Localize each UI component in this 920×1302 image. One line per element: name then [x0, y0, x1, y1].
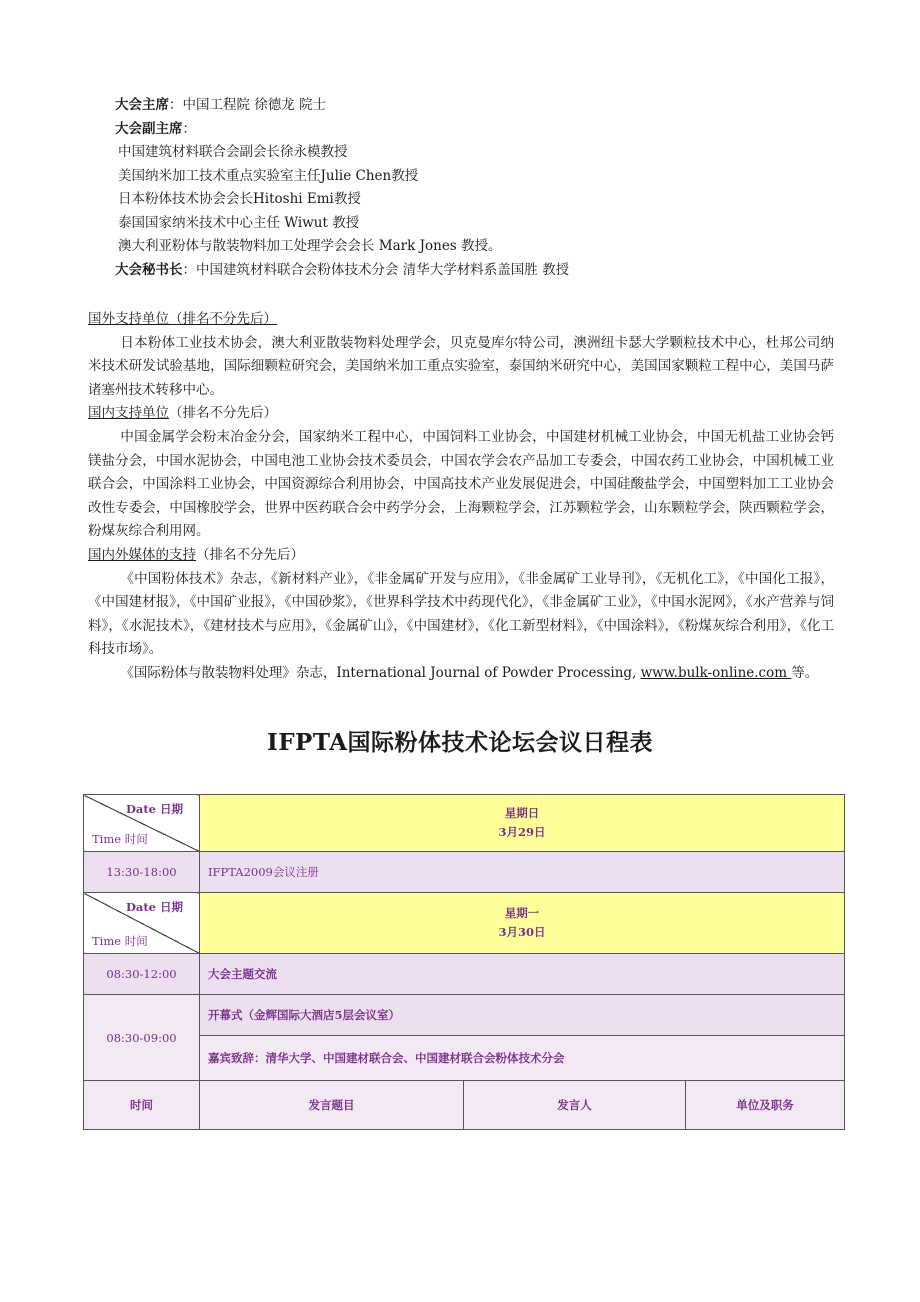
- chair-line: [115, 94, 569, 118]
- plenary-event: 大会主题交流: [200, 954, 845, 995]
- registration-event: IFPTA2009会议注册: [200, 852, 845, 893]
- column-header-row: [84, 1081, 845, 1130]
- col-time-header: 时间: [84, 1081, 200, 1130]
- foreign-support-text: 日本粉体工业技术协会，澳大利亚散装物料处理学会，贝克曼库尔特公司，澳洲纽卡瑟大学颗粒技术中心，杜邦公司纳米技术研发试验基地，国际细颗粒研究会，美国纳米加工重点实验室，泰国纳米研究中心，美国国家颗粒工程中心，美国马萨诸塞州技术转移中心。: [88, 334, 834, 398]
- day2-date: 3月30日: [498, 925, 546, 939]
- date-label-2: Date 日期: [125, 900, 183, 914]
- vice-chair-2: 美国纳米加工技术重点实验室主任Julie Chen教授: [118, 167, 419, 184]
- time-label-2: Time 时间: [92, 934, 148, 948]
- foreign-support-heading: [88, 308, 834, 332]
- vice-chair-1: 中国建筑材料联合会副会长徐永模教授: [118, 144, 348, 160]
- foreign-heading-note: （排名不分先后）: [169, 311, 277, 327]
- registration-row: [84, 852, 845, 893]
- guest-speech-event: 嘉宾致辞：清华大学、中国建材联合会、中国建材联合会粉体技术分会: [200, 1036, 845, 1081]
- media-support-heading: [88, 544, 834, 568]
- support-units-block: [88, 308, 834, 686]
- col-affiliation-header: 单位及职务: [686, 1081, 845, 1130]
- domestic-support-heading: [88, 402, 834, 426]
- col-speaker-header: 发言人: [464, 1081, 686, 1130]
- opening-row: [84, 995, 845, 1036]
- plenary-time: 08:30-12:00: [84, 954, 200, 995]
- secretary-value: ：中国建筑材料联合会粉体技术分会 清华大学材料系盖国胜 教授: [182, 261, 570, 278]
- domestic-heading-note: （排名不分先后）: [169, 405, 277, 422]
- col-topic-header: 发言题目: [200, 1081, 464, 1130]
- journal-line: [88, 662, 834, 686]
- secretary-label: 大会秘书长: [115, 261, 183, 278]
- schedule-table: [83, 794, 845, 1130]
- day2-weekday: 星期一: [504, 906, 540, 920]
- vice-chair-label: 大会副主席: [115, 120, 183, 137]
- registration-time: 13:30-18:00: [84, 852, 200, 893]
- day2-cell: [200, 893, 845, 954]
- media-support-text: 《中国粉体技术》杂志，《新材料产业》，《非金属矿开发与应用》，《非金属矿工业导刊》，《无机化工》，《中国化工报》，《中国建材报》，《中国矿业报》，《中国砂浆》，《世界科学技术中药现代化》，《非金属矿工业》，《中国水泥网》，《水产营养与饲料》，《水泥技术》，《建材技术与应用》，《金属矿山》，《中国建材》，《化工新型材料》，《中国涂料》，《粉煤灰综合利用》，《化工科技市场》。: [88, 570, 834, 658]
- secretary-line: [115, 259, 569, 283]
- officers-block: [115, 94, 569, 282]
- journal-text: 《国际粉体与散装物料处理》杂志，International Journal of Powder Processing,: [120, 664, 641, 681]
- chair-value: ：中国工程院 徐德龙 院士: [169, 97, 327, 113]
- time-label: Time 时间: [92, 832, 148, 846]
- foreign-heading-text: 国外支持单位: [88, 311, 169, 327]
- date-time-corner-cell: [84, 795, 200, 852]
- domestic-heading-text: 国内支持单位: [88, 405, 169, 422]
- vice-chair-colon: ：: [182, 120, 196, 137]
- vice-chair-5: 澳大利亚粉体与散装物料加工处理学会会长 Mark Jones 教授。: [118, 238, 502, 254]
- bulk-online-link[interactable]: www.bulk-online.com: [640, 664, 792, 681]
- domestic-support-text: 中国金属学会粉末冶金分会，国家纳米工程中心，中国饲料工业协会，中国建材机械工业协会，中国无机盐工业协会钙镁盐分会，中国水泥协会，中国电池工业协会技术委员会，中国农学会农产品加工专委会，中国农药工业协会，中国机械工业联合会，中国涂料工业协会，中国资源综合利用协会，中国高技术产业发展促进会，中国硅酸盐学会，中国塑料加工工业协会改性专委会，中国橡胶学会，世界中医药联合会中药学分会，上海颗粒学会，江苏颗粒学会，山东颗粒学会，陕西颗粒学会，粉煤灰综合利用网。: [88, 428, 834, 540]
- plenary-row: [84, 954, 845, 995]
- opening-event: 开幕式（金辉国际大酒店5层会议室）: [200, 995, 845, 1036]
- day2-header-row: [84, 893, 845, 954]
- media-heading-text: 国内外媒体的支持: [88, 546, 196, 563]
- journal-end: 等。: [791, 664, 819, 681]
- media-heading-note: （排名不分先后）: [196, 546, 304, 563]
- day1-weekday: 星期日: [504, 806, 540, 820]
- day1-date: 3月29日: [498, 825, 546, 839]
- vice-chair-4: 泰国国家纳米技术中心主任 Wiwut 教授: [118, 214, 360, 231]
- date-time-corner-cell-2: [84, 893, 200, 954]
- date-label: Date 日期: [125, 802, 183, 816]
- day1-header-row: [84, 795, 845, 852]
- chair-label: 大会主席: [115, 97, 169, 113]
- vice-chair-heading: [115, 118, 569, 142]
- opening-time: 08:30-09:00: [84, 995, 200, 1081]
- schedule-title: IFPTA国际粉体技术论坛会议日程表: [266, 729, 654, 756]
- day1-cell: [200, 795, 845, 852]
- vice-chair-3: 日本粉体技术协会会长Hitoshi Emi教授: [118, 191, 361, 207]
